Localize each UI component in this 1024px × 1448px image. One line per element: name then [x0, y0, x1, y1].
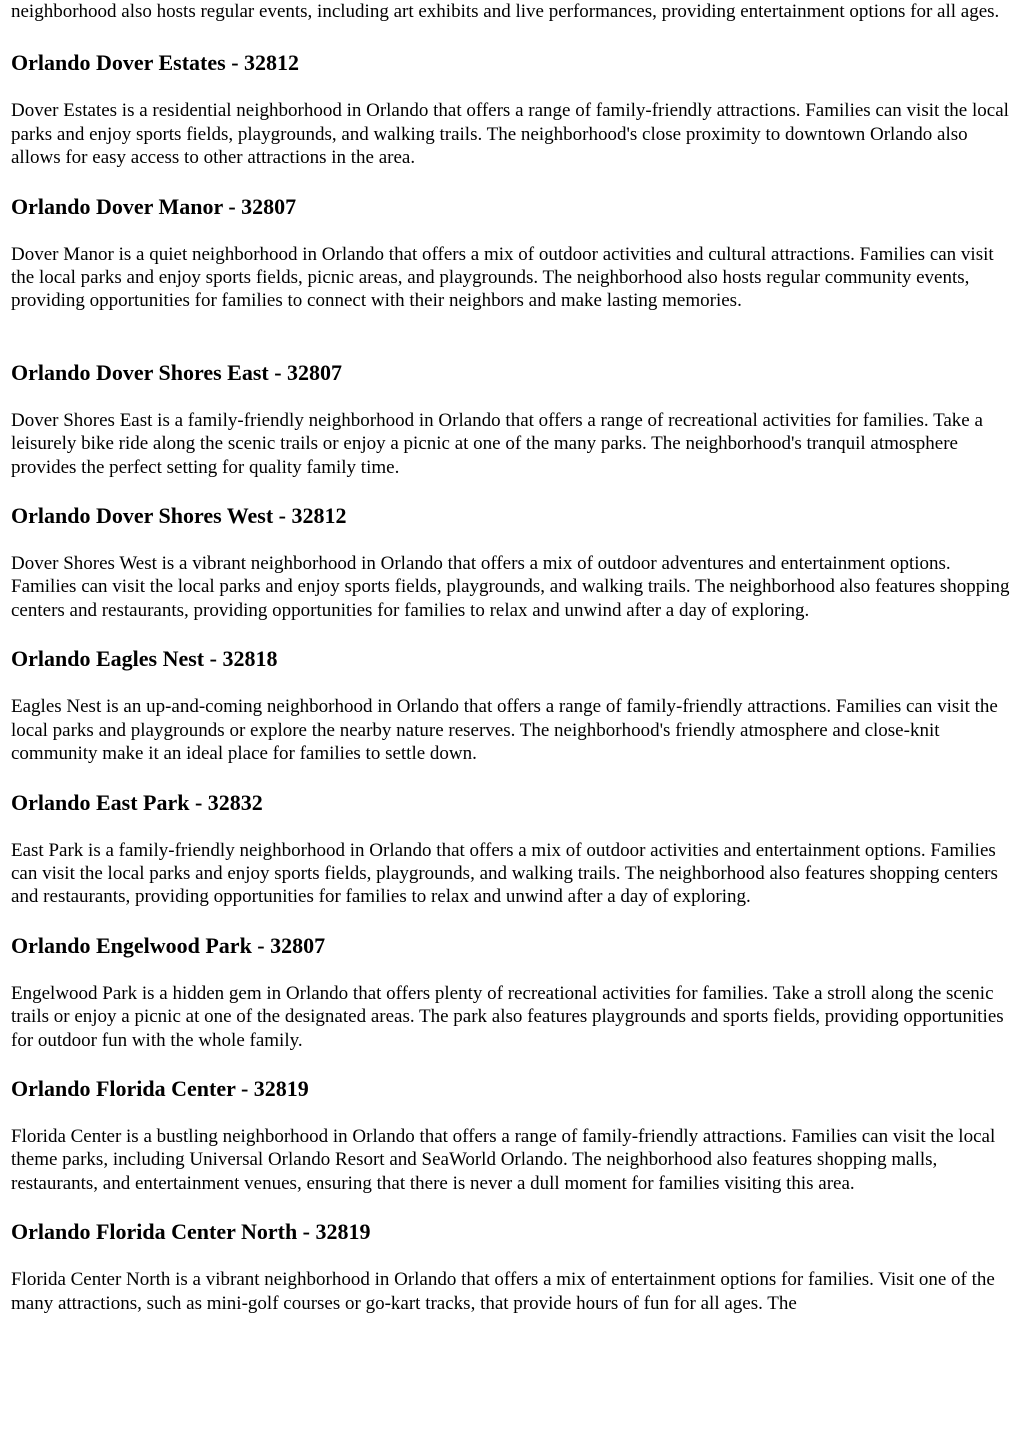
section-paragraph-dover-manor: Dover Manor is a quiet neighborhood in Orlando that offers a mix of outdoor activities and cultural attractions. Families can visit the local parks and enjoy sports fields, picnic areas, and playgrounds. The neighborhood also hosts regular community events, providing opportunities for families to connect with their neighbors and make lasting memories.	[11, 243, 994, 312]
section-heading-florida-center: Orlando Florida Center - 32819	[11, 1075, 309, 1101]
section-paragraph-eagles-nest: Eagles Nest is an up-and-coming neighborhood in Orlando that offers a range of family-friendly attractions. Families can visit the local parks and playgrounds or explore the nearby nature reserves. The neighborhood's friendly atmosphere and close-knit community make it an ideal place for families to settle down.	[11, 696, 998, 765]
intro-paragraph: neighborhood also hosts regular events, including art exhibits and live performances, providing entertainment options for all ages.	[11, 1, 1000, 22]
section-paragraph-dover-estates: Dover Estates is a residential neighborhood in Orlando that offers a range of family-friendly attractions. Families can visit the local parks and enjoy sports fields, playgrounds, and walking trails. The neighborhood's close proximity to downtown Orlando also allows for easy access to other attractions in the area.	[11, 100, 1009, 169]
section-heading-dover-manor: Orlando Dover Manor - 32807	[11, 193, 297, 219]
section-paragraph-east-park: East Park is a family-friendly neighborhood in Orlando that offers a mix of outdoor activities and entertainment options. Families can visit the local parks and enjoy sports fields, playgrounds, and walking trails. The neighborhood also features shopping centers and restaurants, providing opportunities for families to relax and unwind after a day of exploring.	[11, 839, 998, 908]
document-body	[11, 0, 1015, 1315]
section-paragraph-dover-shores-west: Dover Shores West is a vibrant neighborhood in Orlando that offers a mix of outdoor adventures and entertainment options. Families can visit the local parks and enjoy sports fields, playgrounds, and walking trails. The neighborhood also features shopping centers and restaurants, providing opportunities for families to relax and unwind after a day of exploring.	[11, 553, 1010, 621]
section-heading-engelwood-park: Orlando Engelwood Park - 32807	[11, 932, 326, 958]
section-paragraph-dover-shores-east: Dover Shores East is a family-friendly neighborhood in Orlando that offers a range of recreational activities for families. Take a leisurely bike ride along the scenic trails or enjoy a picnic at one of the many parks. The neighborhood's tranquil atmosphere provides the perfect setting for quality family time.	[11, 409, 983, 478]
section-heading-dover-estates: Orlando Dover Estates - 32812	[11, 50, 300, 76]
section-paragraph-florida-center-north: Florida Center North is a vibrant neighborhood in Orlando that offers a mix of entertainment options for families. Visit one of the many attractions, such as mini-golf courses or go-kart tracks, that provide hours of fun for all ages. The	[11, 1269, 995, 1314]
section-heading-east-park: Orlando East Park - 32832	[11, 789, 263, 815]
section-heading-eagles-nest: Orlando Eagles Nest - 32818	[11, 646, 278, 672]
section-heading-dover-shores-east: Orlando Dover Shores East - 32807	[11, 359, 343, 385]
section-paragraph-florida-center: Florida Center is a bustling neighborhood in Orlando that offers a range of family-friendly attractions. Families can visit the local theme parks, including Universal Orlando Resort and SeaWorld Orlando. The neighborhood also features shopping malls, restaurants, and entertainment venues, ensuring that there is never a dull moment for families visiting this area.	[11, 1125, 996, 1194]
section-heading-dover-shores-west: Orlando Dover Shores West - 32812	[11, 503, 347, 529]
section-paragraph-engelwood-park: Engelwood Park is a hidden gem in Orlando that offers plenty of recreational activities for families. Take a stroll along the scenic trails or enjoy a picnic at one of the designated areas. The park also features playgrounds and sports fields, providing opportunities for outdoor fun with the whole family.	[11, 982, 1004, 1051]
section-heading-florida-center-north: Orlando Florida Center North - 32819	[11, 1219, 371, 1245]
